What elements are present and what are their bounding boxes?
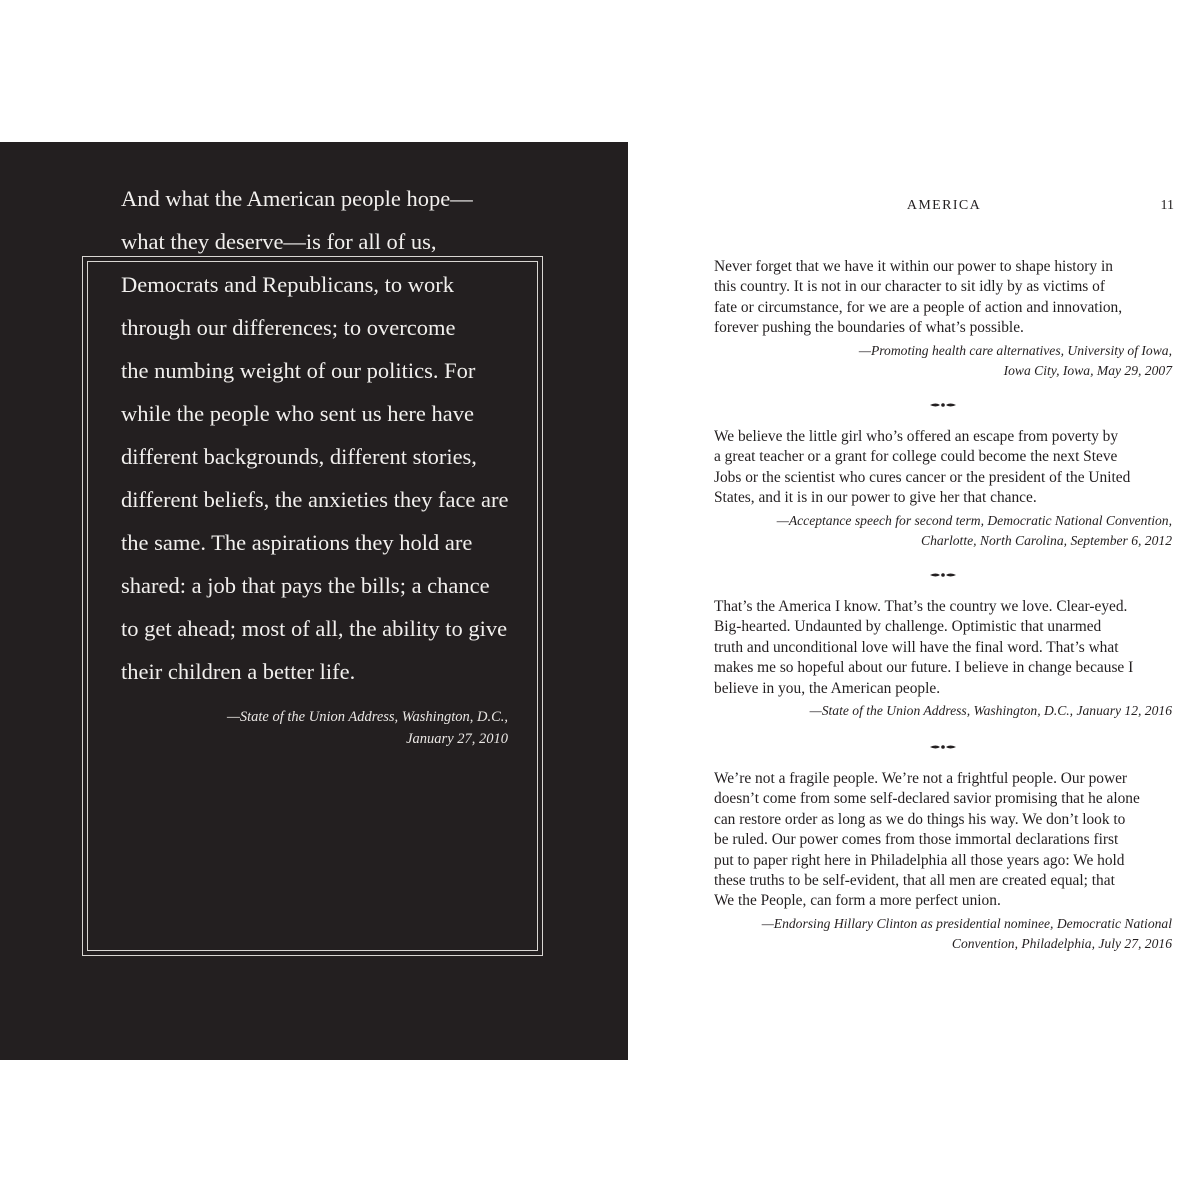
featured-quote-line: through our differences; to overcome — [121, 315, 456, 340]
quote-line: doesn’t come from some self-declared savior promising that he alone — [714, 790, 1140, 808]
attribution-line: January 27, 2010 — [406, 731, 508, 747]
quote-line: That’s the America I know. That’s the country we love. Clear-eyed. — [714, 598, 1128, 615]
featured-quote-line: shared: a job that pays the bills; a chance — [121, 573, 490, 598]
attribution-line: Charlotte, North Carolina, September 6, 2012 — [921, 533, 1172, 549]
quote-attribution — [714, 511, 1172, 552]
quote-attribution — [714, 914, 1172, 955]
quote-line: believe in you, the American people. — [714, 679, 941, 697]
quote-entry — [714, 257, 1172, 381]
featured-quote-line: the same. The aspirations they hold are — [121, 530, 473, 555]
quote-line: put to paper right here in Philadelphia all those years ago: We hold — [714, 851, 1125, 869]
quote-line: We’re not a fragile people. We’re not a frightful people. Our power — [714, 770, 1128, 787]
quote-text — [714, 597, 1172, 699]
attribution-line: Iowa City, Iowa, May 29, 2007 — [1003, 363, 1172, 379]
quote-attribution — [714, 701, 1172, 721]
featured-quote-line: while the people who sent us here have — [121, 401, 475, 426]
page-number: 11 — [1160, 198, 1174, 213]
section-ornament-icon — [929, 743, 957, 751]
quote-line: can restore order as long as we do things his way. We don’t look to — [714, 810, 1126, 828]
quote-line: this country. It is not in our character to sit idly by as victims of — [714, 278, 1105, 296]
running-head: AMERICA — [906, 198, 982, 213]
quote-line: be ruled. Our power comes from those immortal declarations first — [714, 831, 1119, 849]
quote-text — [714, 769, 1172, 912]
attribution-line: Convention, Philadelphia, July 27, 2016 — [951, 936, 1172, 952]
quote-line: a great teacher or a grant for college could become the next Steve — [714, 448, 1118, 466]
attribution-line: —State of the Union Address, Washington, D.C., — [226, 709, 508, 725]
quote-attribution — [714, 341, 1172, 382]
quote-line: Jobs or the scientist who cures cancer or the president of the United — [714, 468, 1131, 486]
featured-quote-attribution — [121, 706, 508, 750]
quote-line: Never forget that we have it within our power to shape history in — [714, 258, 1113, 275]
section-ornament-icon — [929, 571, 957, 579]
featured-quote-line: to get ahead; most of all, the ability to give — [121, 616, 508, 641]
section-ornament-icon — [929, 401, 957, 409]
featured-quote — [121, 177, 508, 693]
attribution-line: —State of the Union Address, Washington, D.C., January 12, 2016 — [809, 703, 1172, 719]
quote-line: forever pushing the boundaries of what’s possible. — [714, 319, 1024, 337]
quote-line: these truths to be self-evident, that all men are created equal; that — [714, 872, 1115, 890]
featured-quote-line: Democrats and Republicans, to work — [121, 272, 455, 297]
quote-line: truth and unconditional love will have the final word. That’s what — [714, 638, 1119, 656]
featured-quote-line: different beliefs, the anxieties they face are — [121, 487, 509, 512]
quote-entry — [714, 769, 1172, 955]
quote-line: Big-hearted. Undaunted by challenge. Optimistic that unarmed — [714, 618, 1102, 636]
attribution-line: —Promoting health care alternatives, University of Iowa, — [858, 342, 1172, 358]
quote-line: We the People, can form a more perfect union. — [714, 892, 1001, 910]
attribution-line: —Acceptance speech for second term, Democratic National Convention, — [776, 512, 1172, 528]
quote-line: makes me so hopeful about our future. I believe in change because I — [714, 659, 1134, 677]
quote-line: We believe the little girl who’s offered an escape from poverty by — [714, 428, 1119, 445]
featured-quote-line: their children a better life. — [121, 659, 356, 684]
featured-quote-line: And what the American people hope— — [121, 186, 473, 211]
featured-quote-line: what they deserve—is for all of us, — [121, 229, 437, 254]
quote-line: fate or circumstance, for we are a people of action and innovation, — [714, 298, 1123, 316]
quote-entry — [714, 597, 1172, 721]
quote-line: States, and it is in our power to give her that chance. — [714, 489, 1037, 507]
attribution-line: —Endorsing Hillary Clinton as presidential nominee, Democratic National — [761, 915, 1172, 931]
quote-text — [714, 257, 1172, 339]
featured-quote-line: the numbing weight of our politics. For — [121, 358, 476, 383]
quote-text — [714, 427, 1172, 509]
quote-entry — [714, 427, 1172, 551]
featured-quote-line: different backgrounds, different stories, — [121, 444, 477, 469]
